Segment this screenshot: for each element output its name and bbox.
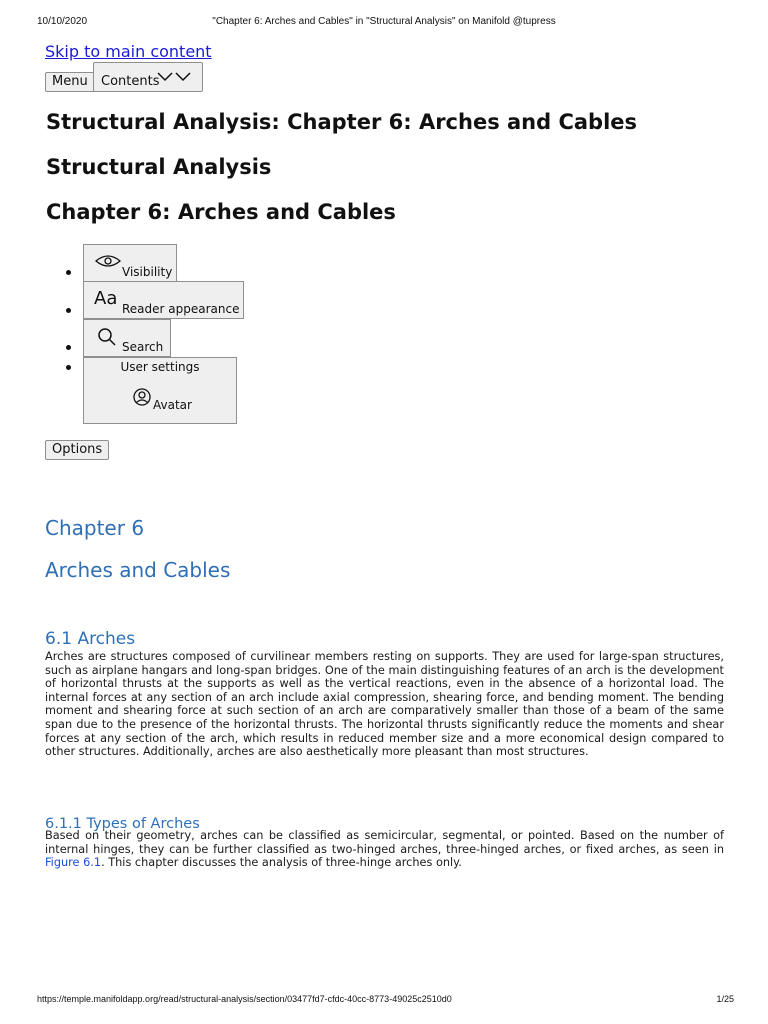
list-bullet bbox=[66, 270, 71, 275]
avatar-icon bbox=[132, 387, 152, 407]
print-date: 10/10/2020 bbox=[37, 16, 88, 27]
search-label: Search bbox=[122, 340, 164, 354]
list-bullet bbox=[66, 365, 71, 370]
subsection-paragraph bbox=[45, 829, 724, 870]
print-page-title: "Chapter 6: Arches and Cables" in "Structural Analysis" on Manifold @tupress bbox=[212, 16, 556, 27]
paragraph-text: Based on their geometry, arches can be classified as semicircular, segmental, or pointed. Based on the number of internal hinges, they can be further classified as two-hinged arches, three-hinged arches, or fixed arches, as seen in bbox=[45, 829, 724, 856]
list-bullet bbox=[66, 345, 71, 350]
reader-appearance-button[interactable] bbox=[83, 281, 244, 319]
list-bullet bbox=[66, 308, 71, 313]
subsection-heading: 6.1.1 Types of Arches bbox=[45, 816, 200, 833]
options-button[interactable]: Options bbox=[45, 440, 109, 460]
section-paragraph: Arches are structures composed of curvilinear members resting on supports. They are used for large-span structures, such as airplane hangars and long-span bridges. One of the main distinguishing features of an arch is the development of horizontal thrusts at the supports as well as the vertical reactions, even in the absence of a horizontal load. The internal forces at any section of an arch include axial compression, shearing force, and bending moment. The bending moment and shearing force at such section of an arch are comparatively smaller than those of a beam of the same span due to the presence of the horizontal thrusts. The horizontal thrusts significantly reduce the moments and shear forces at any section of the arch, which results in reduced member size and a more economical design compared to other structures. Additionally, arches are also aesthetically more pleasant than most structures. bbox=[45, 650, 724, 759]
visibility-label: Visibility bbox=[122, 265, 173, 279]
figure-link[interactable]: Figure 6.1 bbox=[45, 856, 102, 870]
section-heading: 6.1 Arches bbox=[45, 629, 136, 649]
search-icon bbox=[97, 327, 117, 347]
chevron-down-icon bbox=[156, 70, 194, 84]
contents-label: Contents bbox=[101, 74, 160, 89]
page-title: Structural Analysis: Chapter 6: Arches and Cables bbox=[46, 110, 638, 134]
paragraph-text: . This chapter discusses the analysis of three-hinge arches only. bbox=[101, 856, 462, 870]
print-url: https://temple.manifoldapp.org/read/structural-analysis/section/03477fd7-cfdc-40cc-8773-49025c2510d0 bbox=[37, 994, 452, 1004]
user-settings-label: User settings bbox=[120, 360, 200, 374]
skip-to-main-link[interactable]: Skip to main content bbox=[45, 42, 212, 61]
contents-button[interactable] bbox=[93, 62, 203, 92]
menu-button[interactable]: Menu bbox=[45, 72, 95, 92]
project-title: Structural Analysis bbox=[46, 155, 272, 179]
avatar-label: Avatar bbox=[153, 398, 192, 412]
user-settings-button[interactable] bbox=[83, 357, 237, 424]
visibility-button[interactable] bbox=[83, 244, 177, 282]
page-number: 1/25 bbox=[716, 994, 734, 1004]
text-size-icon: Aa bbox=[94, 288, 118, 309]
reader-appearance-label: Reader appearance bbox=[122, 302, 240, 316]
eye-icon bbox=[94, 253, 122, 269]
chapter-label: Chapter 6 bbox=[45, 516, 145, 540]
chapter-name: Arches and Cables bbox=[45, 558, 231, 582]
chapter-title: Chapter 6: Arches and Cables bbox=[46, 200, 396, 224]
search-button[interactable] bbox=[83, 319, 171, 357]
